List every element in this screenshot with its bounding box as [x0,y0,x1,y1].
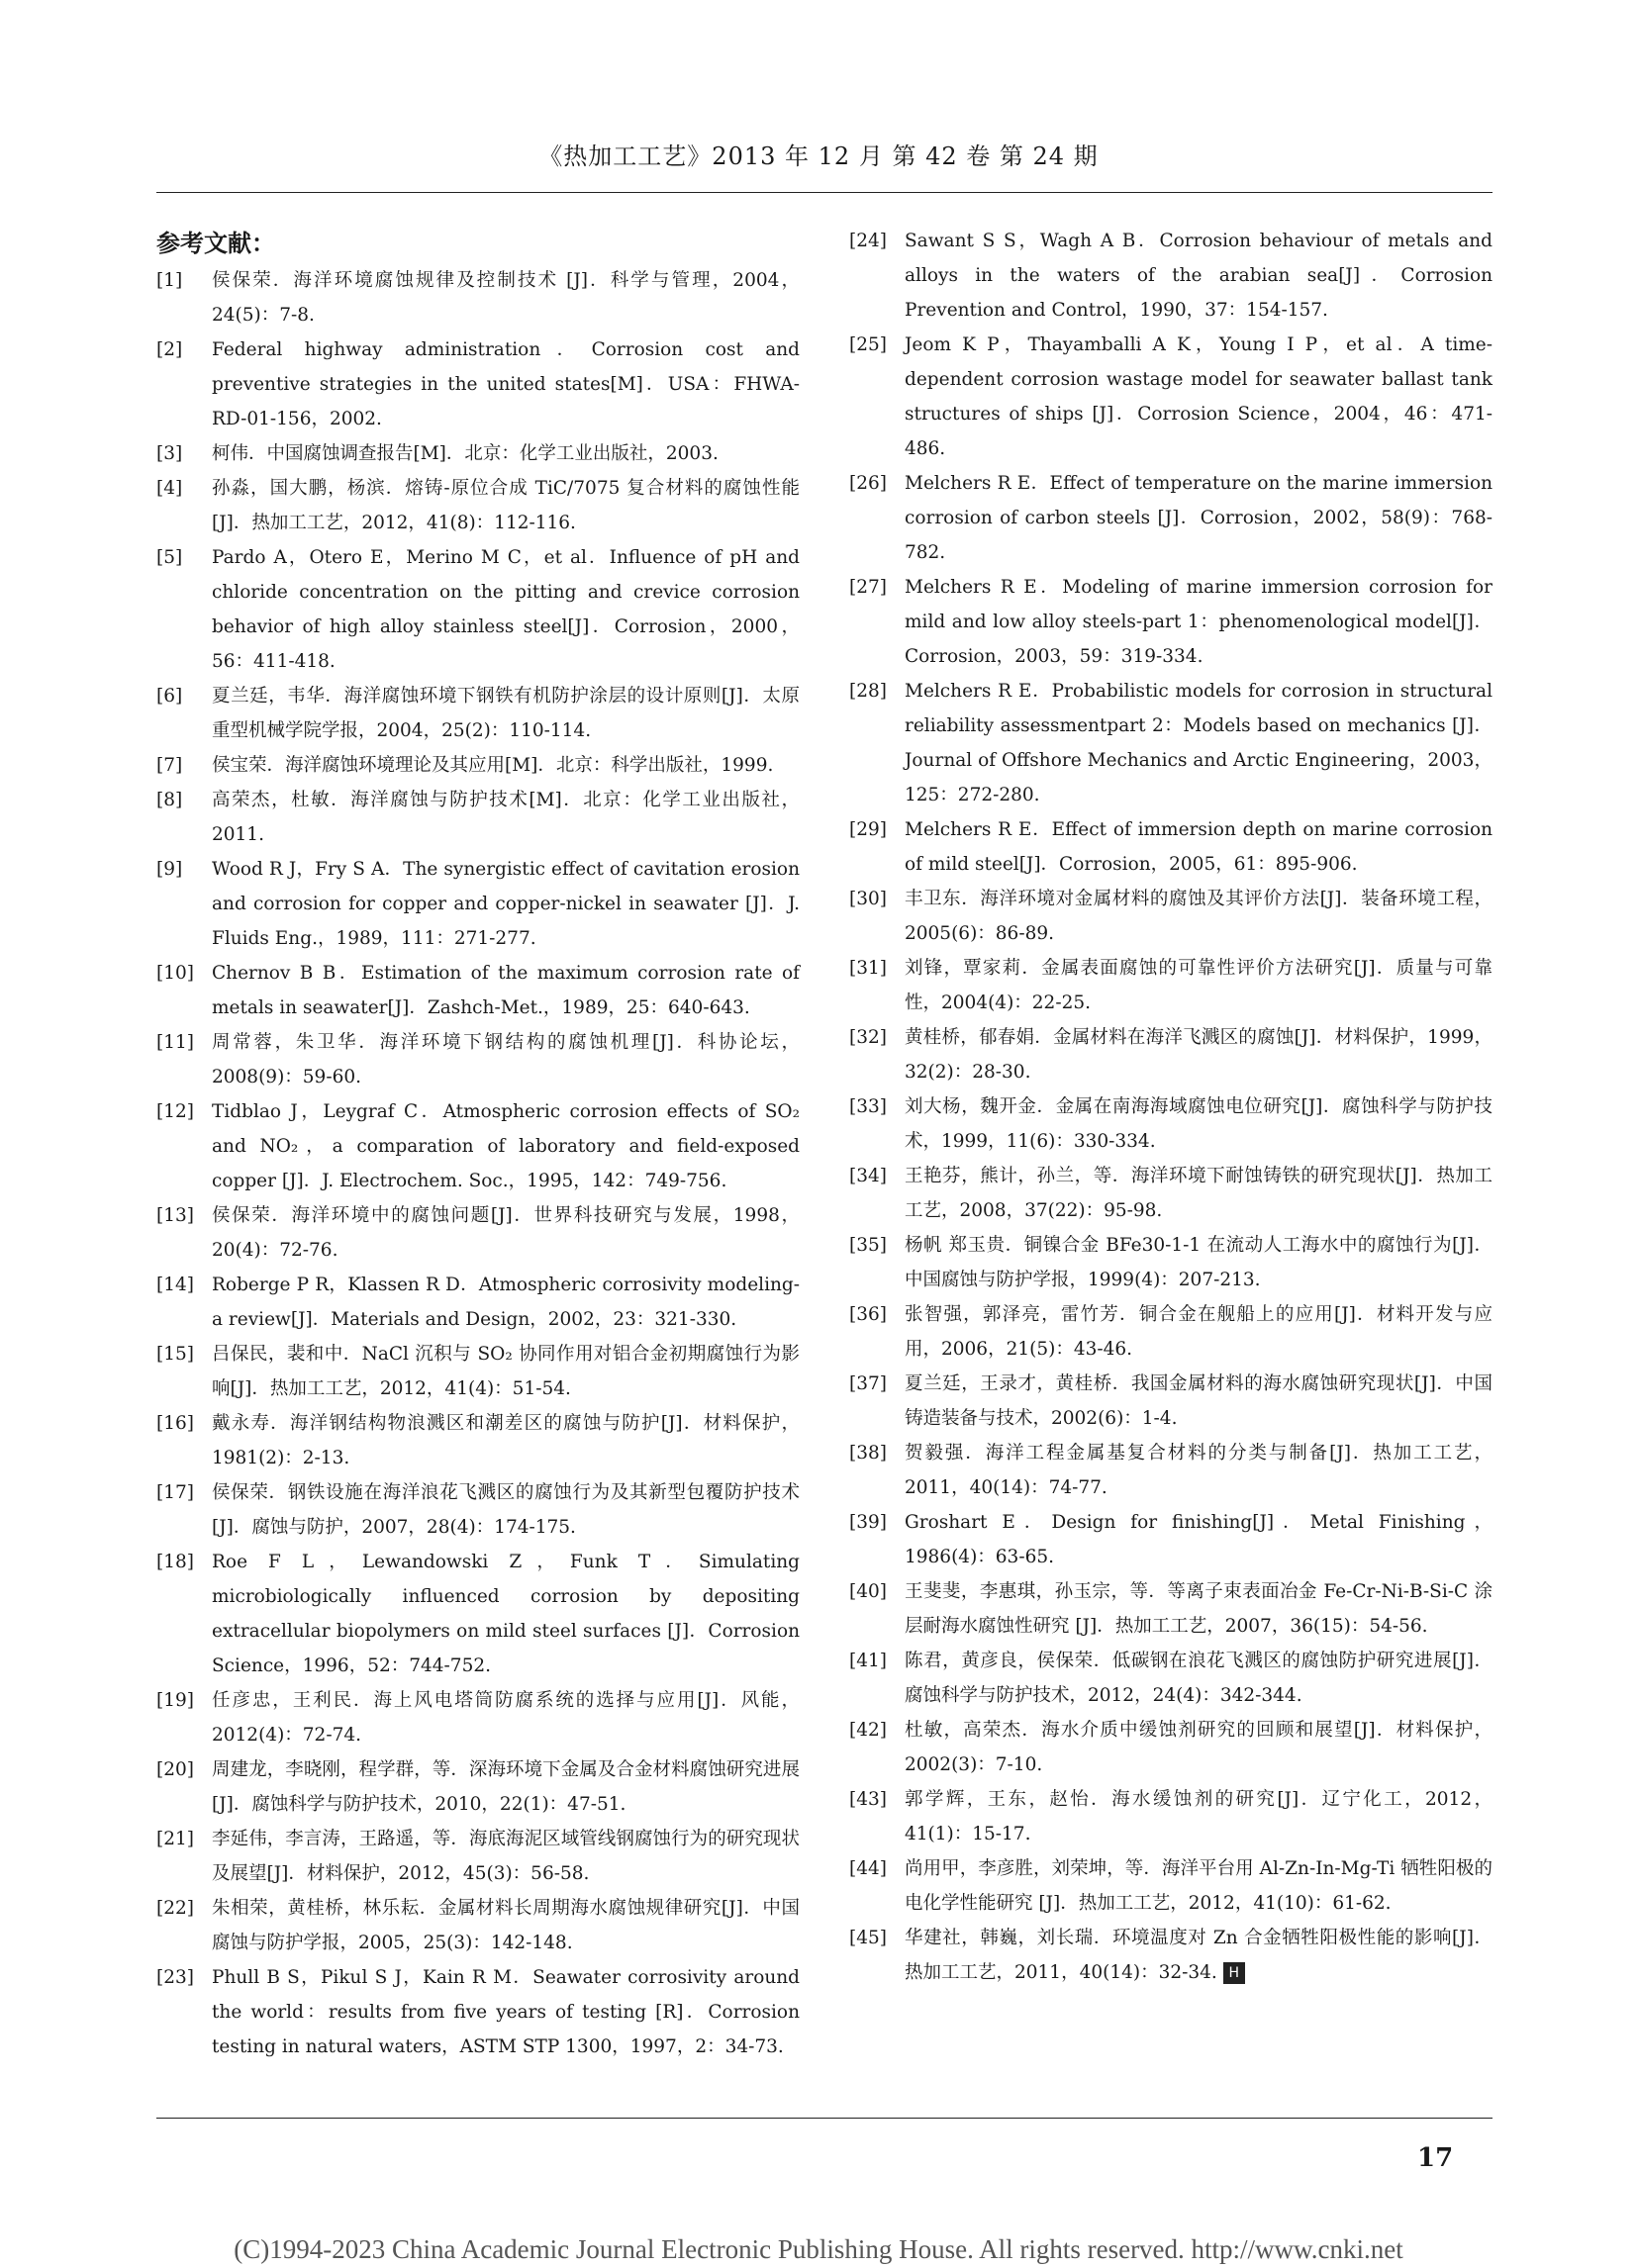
reference-number: [40] [849,1581,887,1602]
running-header: 《热加工工艺》2013 年 12 月 第 42 卷 第 24 期 [538,142,1099,170]
reference-number: [32] [849,1027,887,1048]
reference-item [849,1644,1493,1713]
reference-text [212,540,800,679]
reference-item [849,1020,1493,1089]
reference-number: [20] [156,1759,194,1780]
reference-list-right [849,224,1493,1990]
reference-text [212,1094,800,1198]
reference-item [156,1683,800,1752]
reference-number: [15] [156,1344,194,1365]
reference-item [849,1921,1493,1990]
reference-item [156,1268,800,1337]
reference-text [905,1921,1493,1990]
reference-text [905,570,1493,674]
reference-number: [7] [156,755,183,776]
reference-text [905,674,1493,812]
reference-text [905,1644,1493,1713]
footer-rule [156,2118,1493,2119]
reference-item [156,1960,800,2064]
reference-number: [9] [156,859,183,880]
reference-text [905,1020,1493,1089]
reference-text [212,852,800,956]
reference-text-body: Tidblao J，Leygraf C．Atmospheric corrosion effects of SO₂ and NO₂，a comparation of laboratory and field-exposed copper [J]．J. Electrochem. Soc.，1995，142：749-756. [212,1101,800,1191]
reference-number: [37] [849,1373,887,1394]
reference-text-body: 任彦忠，王利民．海上风电塔筒防腐系统的选择与应用[J]．风能，2012(4)：72-74. [212,1690,800,1746]
reference-item [849,882,1493,951]
reference-item [849,951,1493,1020]
reference-text-body: Phull B S，Pikul S J，Kain R M．Seawater corrosivity around the world：results from five years of testing [R]．Corrosion testing in natural waters，ASTM STP 1300，1997，2：34-73. [212,1967,800,2057]
reference-number: [21] [156,1829,194,1849]
reference-item [156,1198,800,1268]
reference-item [849,1574,1493,1644]
reference-text-body: 刘锋，覃家莉．金属表面腐蚀的可靠性评价方法研究[J]．质量与可靠性，2004(4)：22-25. [905,958,1493,1013]
reference-text [905,1574,1493,1644]
reference-number: [1] [156,270,183,291]
reference-number: [11] [156,1032,194,1053]
reference-item [849,1505,1493,1574]
reference-text-body: Melchers R E．Probabilistic models for corrosion in structural reliability assessmentpart 2：Models based on mechanics [J]．Journal of Offshore Mechanics and Arctic Engineering，2003，125：272-280. [905,681,1493,805]
reference-number: [4] [156,478,183,499]
reference-text [905,1505,1493,1574]
reference-text [212,1545,800,1683]
reference-number: [18] [156,1552,194,1572]
references-column-right [849,224,1493,1990]
reference-text [212,748,800,783]
reference-item [849,674,1493,812]
reference-text [905,882,1493,951]
reference-item [849,1436,1493,1505]
reference-text-body: Chernov B B．Estimation of the maximum corrosion rate of metals in seawater[J]．Zashch-Met.，1989，25：640-643. [212,963,800,1018]
reference-item [156,263,800,332]
reference-text [212,436,800,471]
reference-number: [30] [849,889,887,909]
reference-text-body: 王斐斐，李惠琪，孙玉宗，等．等离子束表面冶金 Fe-Cr-Ni-B-Si-C 涂层耐海水腐蚀性研究 [J]．热加工工艺，2007，36(15)：54-56. [905,1581,1493,1637]
reference-item [156,1822,800,1891]
reference-number: [28] [849,681,887,702]
reference-item [849,1713,1493,1782]
reference-text [212,1752,800,1822]
reference-text [905,1367,1493,1436]
reference-text [905,1228,1493,1297]
reference-item [156,748,800,783]
page-number: 17 [1417,2143,1454,2173]
reference-text [905,1713,1493,1782]
reference-number: [35] [849,1235,887,1256]
reference-text-body: Melchers R E．Effect of immersion depth on marine corrosion of mild steel[J]．Corrosion，2005，61：895-906. [905,819,1493,875]
reference-item [849,1367,1493,1436]
reference-text [212,1337,800,1406]
reference-item [849,1228,1493,1297]
reference-text-body: 陈君，黄彦良，侯保荣．低碳钢在浪花飞溅区的腐蚀防护研究进展[J]．腐蚀科学与防护技术，2012，24(4)：342-344. [905,1651,1493,1706]
reference-text [905,224,1493,328]
reference-item [156,1406,800,1475]
reference-item [156,1025,800,1094]
reference-text [212,1268,800,1337]
reference-text [212,1891,800,1960]
reference-text-body: 杜敏，高荣杰．海水介质中缓蚀剂研究的回顾和展望[J]．材料保护，2002(3)：7-10. [905,1720,1493,1775]
reference-number: [45] [849,1928,887,1948]
reference-item [156,1545,800,1683]
reference-list-left [156,263,800,2064]
reference-item [849,1782,1493,1851]
reference-text-body: 高荣杰，杜敏．海洋腐蚀与防护技术[M]．北京：化学工业出版社，2011. [212,790,800,845]
reference-item [849,1297,1493,1367]
reference-item [849,466,1493,570]
reference-number: [41] [849,1651,887,1671]
reference-text [212,1475,800,1545]
reference-text-body: 夏兰廷，王录才，黄桂桥．我国金属材料的海水腐蚀研究现状[J]．中国铸造装备与技术，2002(6)：1-4. [905,1373,1493,1429]
reference-text-body: Groshart E．Design for finishing[J]．Metal Finishing，1986(4)：63-65. [905,1512,1493,1567]
reference-item [156,1475,800,1545]
reference-number: [31] [849,958,887,979]
reference-item [849,328,1493,466]
reference-text [212,471,800,540]
reference-text-body: 刘大杨，魏开金．金属在南海海域腐蚀电位研究[J]．腐蚀科学与防护技术，1999，11(6)：330-334. [905,1096,1493,1152]
reference-text-body: 侯保荣．海洋环境中的腐蚀问题[J]．世界科技研究与发展，1998，20(4)：72-76. [212,1205,800,1261]
references-column-left [156,224,800,2064]
reference-text-body: Melchers R E．Effect of temperature on the marine immersion corrosion of carbon steels [J]．Corrosion，2002，58(9)：768-782. [905,473,1493,563]
reference-number: [34] [849,1166,887,1186]
reference-text [212,956,800,1025]
reference-text-body: 丰卫东．海洋环境对金属材料的腐蚀及其评价方法[J]．装备环境工程，2005(6)：86-89. [905,889,1493,944]
reference-number: [24] [849,231,887,251]
reference-text-body: Jeom K P，Thayamballi A K，Young I P，et al．A time-dependent corrosion wastage model for seawater ballast tank structures of ships [J]．Corrosion Science，2004，46：471-486. [905,334,1493,459]
reference-item [156,1094,800,1198]
reference-text-body: 孙淼，国大鹏，杨滨．熔铸-原位合成 TiC/7075 复合材料的腐蚀性能[J]．热加工工艺，2012，41(8)：112-116. [212,478,800,533]
reference-item [849,570,1493,674]
reference-text-body: 侯宝荣．海洋腐蚀环境理论及其应用[M]．北京：科学出版社，1999. [212,755,774,776]
reference-number: [19] [156,1690,194,1711]
reference-item [156,679,800,748]
header-rule [156,192,1493,193]
end-of-article-icon: H [1223,1962,1245,1984]
reference-number: [29] [849,819,887,840]
reference-number: [8] [156,790,183,810]
reference-text-body: Federal highway administration．Corrosion cost and preventive strategies in the united states[M]．USA：FHWA-RD-01-156，2002. [212,339,800,429]
reference-text [212,1198,800,1268]
reference-item [156,1891,800,1960]
reference-text-body: 郭学辉，王东，赵怡．海水缓蚀剂的研究[J]．辽宁化工，2012，41(1)：15-17. [905,1789,1493,1844]
reference-text-body: 华建社，韩巍，刘长瑞．环境温度对 Zn 合金牺牲阳极性能的影响[J]．热加工工艺，2011，40(14)：32-34. [905,1928,1493,1983]
section-title: 参考文献： [156,230,275,257]
reference-text [212,679,800,748]
reference-number: [39] [849,1512,887,1533]
reference-text-body: Roe F L，Lewandowski Z，Funk T．Simulating microbiologically influenced corrosion by depositing extracellular biopolymers on mild steel surfaces [J]．Corrosion Science，1996，52：744-752. [212,1552,800,1676]
reference-text [212,1822,800,1891]
reference-text [905,466,1493,570]
reference-text-body: 黄桂桥，郁春娟．金属材料在海洋飞溅区的腐蚀[J]．材料保护，1999，32(2)：28-30. [905,1027,1493,1083]
reference-text-body: 朱相荣，黄桂桥，林乐耘．金属材料长周期海水腐蚀规律研究[J]．中国腐蚀与防护学报，2005，25(3)：142-148. [212,1898,800,1953]
reference-text-body: 柯伟．中国腐蚀调查报告[M]．北京：化学工业出版社，2003. [212,443,719,464]
reference-text-body: 贺毅强．海洋工程金属基复合材料的分类与制备[J]．热加工工艺，2011，40(14)：74-77. [905,1443,1493,1498]
reference-text [905,812,1493,882]
reference-number: [5] [156,547,183,568]
reference-number: [22] [156,1898,194,1919]
reference-text-body: 吕保民，裴和中．NaCl 沉积与 SO₂ 协同作用对铝合金初期腐蚀行为影响[J]．热加工工艺，2012，41(4)：51-54. [212,1344,800,1399]
reference-number: [10] [156,963,194,984]
reference-text-body: 戴永寿．海洋钢结构物浪溅区和潮差区的腐蚀与防护[J]．材料保护，1981(2)：2-13. [212,1413,800,1468]
reference-text-body: Sawant S S，Wagh A B．Corrosion behaviour of metals and alloys in the waters of the arabian sea[J]．Corrosion Prevention and Control，1990，37：154-157. [905,231,1493,321]
reference-text-body: 张智强，郭泽亮，雷竹芳．铜合金在舰船上的应用[J]．材料开发与应用，2006，21(5)：43-46. [905,1304,1493,1360]
reference-text [905,1782,1493,1851]
reference-text-body: 杨帆 郑玉贵．铜镍合金 BFe30-1-1 在流动人工海水中的腐蚀行为[J]．中国腐蚀与防护学报，1999(4)：207-213. [905,1235,1493,1290]
reference-number: [25] [849,334,887,355]
reference-number: [23] [156,1967,194,1988]
reference-number: [44] [849,1858,887,1879]
reference-item [849,1851,1493,1921]
reference-text [212,1025,800,1094]
reference-text [905,1089,1493,1159]
reference-text [905,1297,1493,1367]
reference-text [905,1159,1493,1228]
reference-text [212,1683,800,1752]
reference-item [156,1337,800,1406]
reference-number: [27] [849,577,887,598]
reference-text-body: Roberge P R，Klassen R D．Atmospheric corrosivity modeling-a review[J]．Materials and Design，2002，23：321-330. [212,1275,800,1330]
reference-item [156,471,800,540]
reference-number: [43] [849,1789,887,1810]
reference-item [156,540,800,679]
reference-text-body: 周建龙，李晓刚，程学群，等．深海环境下金属及合金材料腐蚀研究进展[J]．腐蚀科学与防护技术，2010，22(1)：47-51. [212,1759,800,1815]
reference-item [156,852,800,956]
reference-text [905,1436,1493,1505]
reference-item [849,224,1493,328]
reference-text-body: 侯保荣．钢铁设施在海洋浪花飞溅区的腐蚀行为及其新型包覆防护技术[J]．腐蚀与防护，2007，28(4)：174-175. [212,1482,800,1538]
reference-text [212,783,800,852]
reference-number: [38] [849,1443,887,1464]
reference-item [849,1089,1493,1159]
reference-text-body: 侯保荣．海洋环境腐蚀规律及控制技术 [J]．科学与管理，2004，24(5)：7-8. [212,270,800,326]
reference-item [849,812,1493,882]
reference-number: [17] [156,1482,194,1503]
reference-text [905,328,1493,466]
reference-number: [42] [849,1720,887,1741]
reference-text-body: Pardo A，Otero E，Merino M C，et al．Influence of pH and chloride concentration on the pitting and crevice corrosion behavior of high alloy stainless steel[J]．Corrosion，2000，56：411-418. [212,547,800,672]
reference-text-body: Melchers R E．Modeling of marine immersion corrosion for mild and low alloy steels-part 1：phenomenological model[J]．Corrosion，2003，59：319-334. [905,577,1493,667]
reference-text [905,1851,1493,1921]
reference-text-body: 李延伟，李言涛，王路遥，等．海底海泥区域管线钢腐蚀行为的研究现状及展望[J]．材料保护，2012，45(3)：56-58. [212,1829,800,1884]
reference-text [212,332,800,436]
copyright-footer: (C)1994-2023 China Academic Journal Electronic Publishing House. All rights reserved. http://www.cnki.net [234,2234,1403,2264]
reference-number: [6] [156,686,183,707]
reference-number: [16] [156,1413,194,1434]
reference-number: [26] [849,473,887,494]
reference-text [905,951,1493,1020]
reference-text [212,263,800,332]
reference-item [156,956,800,1025]
reference-text [212,1960,800,2064]
reference-text [212,1406,800,1475]
reference-item [849,1159,1493,1228]
reference-number: [12] [156,1101,194,1122]
reference-text-body: 王艳芬，熊计，孙兰，等．海洋环境下耐蚀铸铁的研究现状[J]．热加工工艺，2008，37(22)：95-98. [905,1166,1493,1221]
reference-number: [33] [849,1096,887,1117]
reference-number: [3] [156,443,183,464]
reference-text-body: 夏兰廷，韦华．海洋腐蚀环境下钢铁有机防护涂层的设计原则[J]．太原重型机械学院学报，2004，25(2)：110-114. [212,686,800,741]
reference-number: [36] [849,1304,887,1325]
reference-item [156,1752,800,1822]
reference-number: [13] [156,1205,194,1226]
reference-number: [14] [156,1275,194,1295]
reference-item [156,783,800,852]
reference-item [156,436,800,471]
reference-text-body: Wood R J，Fry S A．The synergistic effect of cavitation erosion and corrosion for copper and copper-nickel in seawater [J]．J. Fluids Eng.，1989，111：271-277. [212,859,800,949]
reference-text-body: 尚用甲，李彦胜，刘荣坤，等．海洋平台用 Al-Zn-In-Mg-Ti 牺牲阳极的电化学性能研究 [J]．热加工工艺，2012，41(10)：61-62. [905,1858,1493,1914]
reference-text-body: 周常蓉，朱卫华．海洋环境下钢结构的腐蚀机理[J]．科协论坛，2008(9)：59-60. [212,1032,800,1087]
reference-number: [2] [156,339,183,360]
reference-item [156,332,800,436]
